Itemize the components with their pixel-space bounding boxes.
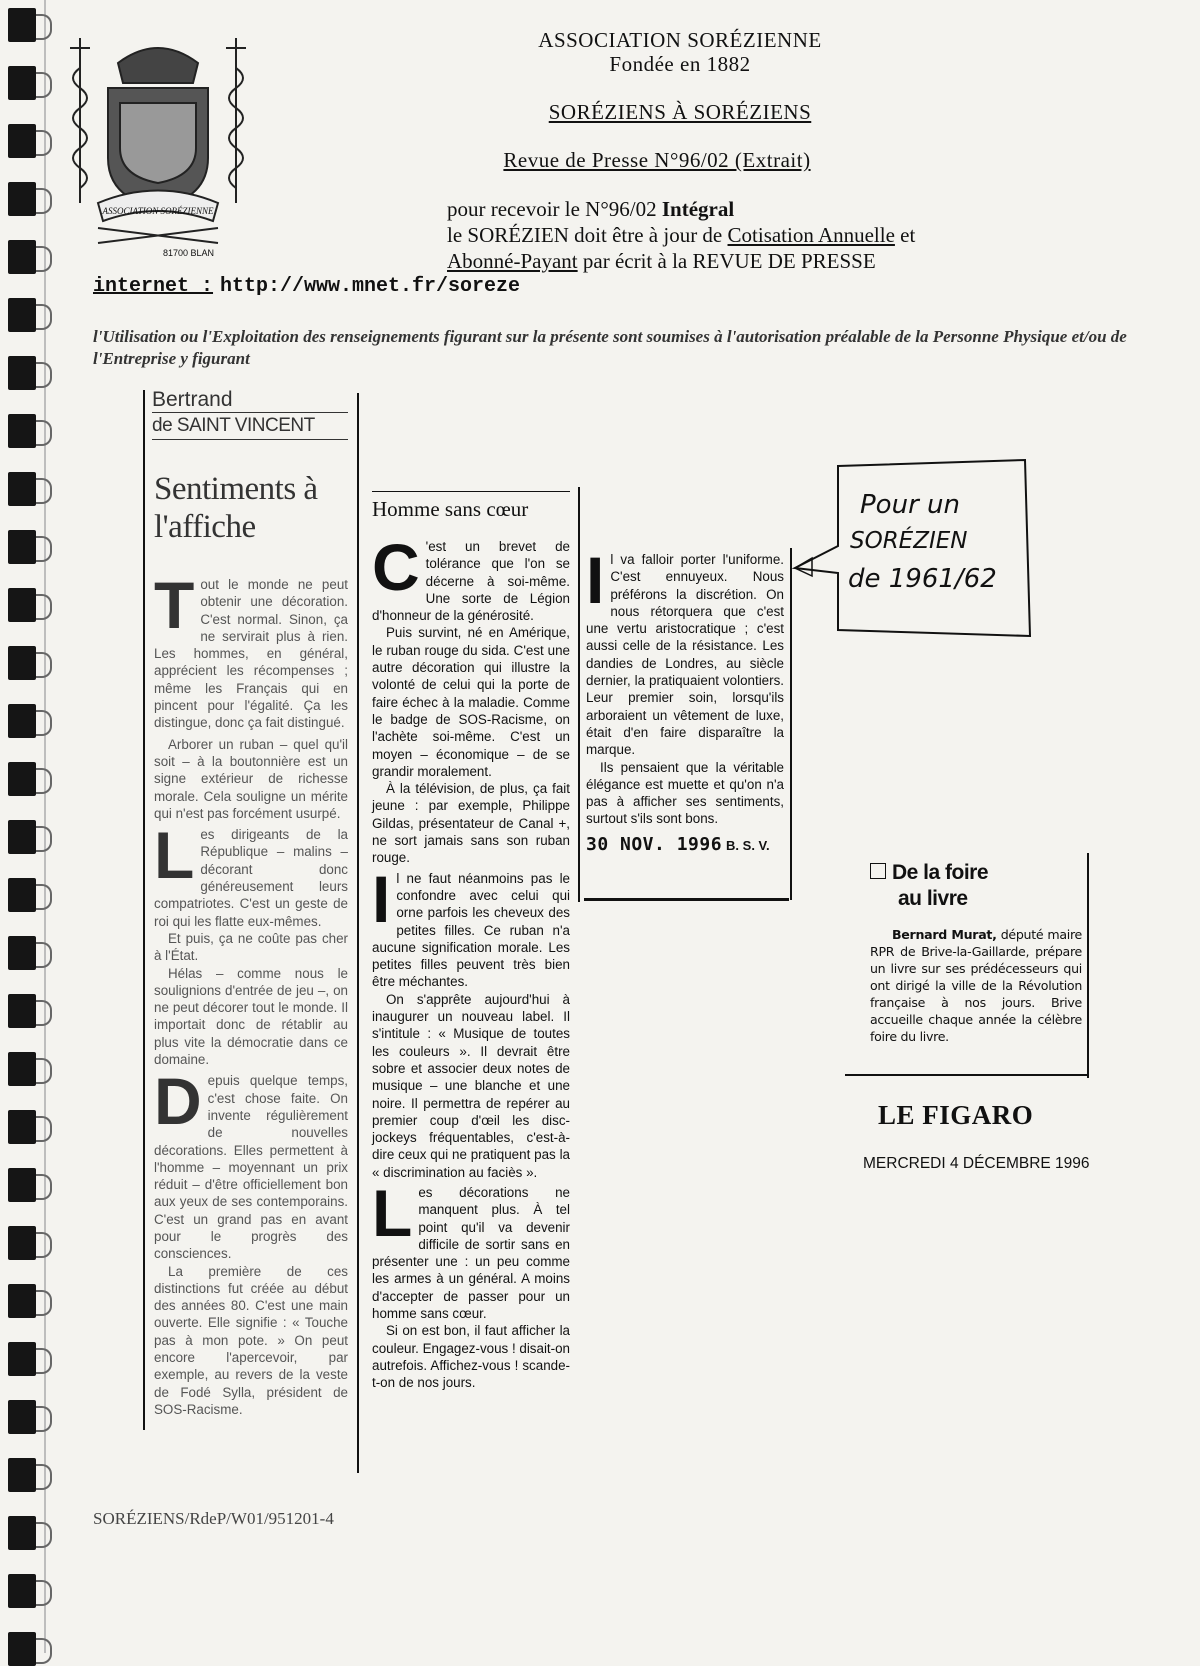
column-rule — [143, 390, 145, 1430]
binding-ring — [8, 1284, 36, 1318]
logo-postcode: 81700 BLAN — [163, 248, 215, 258]
newspaper-name: LE FIGARO — [878, 1100, 1034, 1130]
col2-paragraph: Si on est bon, il faut afficher la couleur. Engagez-vous ! disait-on autrefois. Affichez-vous ! scande-t-on de nos jours. — [372, 1323, 571, 1391]
column-bottom-rule — [584, 898, 789, 901]
request-text: par écrit à la REVUE DE PRESSE — [582, 249, 876, 273]
full-issue-line-2 — [447, 222, 1007, 248]
brief-text — [870, 926, 1082, 1045]
disclaimer: l'Utilisation ou l'Exploitation des renseignements figurant sur la présente sont soumises à l'autorisation préalable de la Personne Physique et/ou de l'Entreprise y figurant — [93, 327, 1127, 368]
brief-body: député maire RPR de Brive-la-Gaillarde, prépare un livre sur ses prédécesseurs qui ont dirigé la ville de la Révolution française à nos jours. Brive accueille chaque année la célèbre foire du livre. — [870, 927, 1082, 1044]
col2-paragraph: On s'apprête aujourd'hui à inaugurer un nouveau label. Il s'intitule : « Musique de toutes les couleurs ». Il devrait être sobre et associer deux notes de musique – une blanche et une noire. Il permettra de repérer au premier coup d'œil les disc-jockeys fréquentables, c'est-à-dire ceux qui ne pratiquent pas la « discrimination au faciès ». — [372, 991, 570, 1180]
col1-paragraph: Arborer un ruban – quel qu'il soit – à la boutonnière est un signe extérieur de richesse morale. Cela souligne un mérite qui n'est pas forcément usurpé. — [154, 736, 348, 821]
binding-ring — [8, 1516, 36, 1550]
motto: SORÉZIENS À SORÉZIENS — [548, 100, 812, 124]
author-last-name: de SAINT VINCENT — [152, 413, 348, 440]
binding-ring — [8, 820, 36, 854]
binding-ring — [8, 1226, 36, 1260]
binding-ring — [8, 1458, 36, 1492]
column-rule — [578, 487, 580, 902]
brief-bottom-rule — [845, 1074, 1089, 1076]
article-title — [154, 470, 344, 546]
binding-ring — [8, 472, 36, 506]
binding-ring — [8, 646, 36, 680]
author-first-name: Bertrand — [152, 388, 348, 413]
dropcap-l2: L — [372, 1175, 413, 1250]
association-name: ASSOCIATION SORÉZIENNE — [538, 28, 822, 52]
article-title-text: Sentiments à l'affiche — [154, 471, 318, 545]
col3-paragraph: l va falloir porter l'uniforme. C'est ennuyeux. Nous préférons la discrétion. On nous rétorquera que c'est une vertu aristocratique ; c'est aussi celle de la résistance. Les dandies de Londres, au siècle dernier, la pratiquaient volontiers. Leur premier soin, lorsqu'ils arboraient un vêtement de luxe, était d'en faire disparaître la marque. — [586, 552, 784, 758]
brief-title-1: De la foire — [892, 861, 989, 884]
publication-date: MERCREDI 4 DÉCEMBRE 1996 — [863, 1155, 1090, 1172]
checkbox-icon — [870, 863, 886, 879]
dropcap-i2: I — [586, 543, 605, 617]
article-column-1 — [154, 568, 348, 1418]
col2-paragraph: À la télévision, de plus, ça fait jeune : par exemple, Philippe Gildas, présentateur de Canal +, ne sort jamais sans son ruban rouge. — [372, 781, 570, 866]
column-rule — [357, 393, 359, 1473]
col3-paragraph: Ils pensaient que la véritable élégance est muette et qu'on n'a pas à afficher ses sentiments, surtout s'ils sont bons. — [586, 759, 784, 827]
date-stamp: 30 NOV. 1996 — [586, 833, 723, 855]
binding-ring — [8, 1052, 36, 1086]
brief-title-2: au livre — [898, 887, 968, 910]
binding-ring — [8, 356, 36, 390]
membership-text: le SORÉZIEN doit être à jour de — [447, 223, 723, 247]
col2-paragraph: l ne faut néanmoins pas le confondre avec celui qui orne parfois les cheveux des petites filles. Ce ruban n'a aucune signification morale. Les petites filles peuvent très bien être méchantes. — [372, 870, 570, 990]
subtitle-homme-sans-coeur: Homme sans cœur — [372, 491, 570, 522]
binding-ring — [8, 762, 36, 796]
col1-paragraph: es dirigeants de la République – malins – décorant donc généreusement leurs compatriotes. C'est un geste de roi qui les flatte eux-mêmes. — [154, 827, 348, 929]
binding-ring — [8, 66, 36, 100]
binding-ring — [8, 182, 36, 216]
binding-ring — [8, 240, 36, 274]
dropcap-l: L — [154, 818, 195, 893]
date-stamp-row — [586, 834, 784, 855]
logo-banner: ASSOCIATION SORÉZIENNE — [102, 206, 214, 216]
dropcap-c: C — [372, 530, 420, 604]
binding-ring — [8, 1632, 36, 1666]
binding-ring — [8, 588, 36, 622]
binding-ring — [8, 1110, 36, 1144]
review-title: Revue de Presse N°96/02 (Extrait) — [503, 148, 811, 172]
article-column-3 — [586, 543, 784, 855]
brief-name: Bernard Murat, — [892, 927, 997, 942]
full-issue-line-1 — [447, 196, 1047, 222]
brief-box — [870, 860, 1082, 1045]
handnote-line-2: SORÉZIEN — [850, 528, 968, 554]
binding-ring — [8, 704, 36, 738]
col1-paragraph: Hélas – comme nous le soulignions d'entrée de jeu –, on ne peut décorer tout le monde. Il importait donc de rétablir au plus vite la démocratie dans ce domaine. — [154, 965, 348, 1068]
col2-paragraph: 'est un brevet de tolérance que l'on se décerne à soi-même. Une sorte de Légion d'honneur de la générosité. — [372, 539, 570, 624]
and-text: et — [900, 223, 916, 247]
full-issue-line-3 — [447, 248, 1007, 274]
paid-subscriber: Abonné-Payant — [447, 249, 578, 273]
binding-ring — [8, 1342, 36, 1376]
annual-fee: Cotisation Annuelle — [727, 223, 895, 247]
binding-ring — [8, 298, 36, 332]
binding-ring — [8, 994, 36, 1028]
dropcap-t: T — [154, 568, 195, 642]
brief-rule — [1087, 853, 1089, 1078]
dropcap-i: I — [372, 861, 391, 936]
binding-ring — [8, 124, 36, 158]
binding-ring — [8, 1574, 36, 1608]
binding-ring — [8, 530, 36, 564]
handnote-line-1: Pour un — [860, 490, 960, 520]
col2-paragraph: Puis survint, né en Amérique, le ruban rouge du sida. C'est une autre décoration qui illustre la volonté de celui qui la porte de faire échec à la maladie. Comme le badge de SOS-Racisme, on l'achète soi-même. C'est un moyen – économique – de se grandir moralement. — [372, 625, 570, 779]
handnote-line-3: de 1961/62 — [848, 564, 997, 594]
author-block — [152, 388, 348, 440]
binding-ring — [8, 878, 36, 912]
binding-ring — [8, 1400, 36, 1434]
coat-of-arms-icon — [58, 28, 258, 258]
footer-reference: SORÉZIENS/RdeP/W01/951201-4 — [93, 1509, 334, 1528]
dropcap-d: D — [154, 1064, 202, 1139]
col2-paragraph: es décorations ne manquent plus. À tel point qu'il va devenir difficile de sortir sans en présenter une : un peu comme les armes à un général. A moins d'accepter de passer pour un homme sans cœur. — [372, 1184, 570, 1322]
full-issue-bold: Intégral — [661, 197, 735, 221]
binding-ring — [8, 1168, 36, 1202]
internet-url-link[interactable]: http://www.mnet.fr/soreze — [220, 275, 521, 298]
founded-line: Fondée en 1882 — [609, 52, 751, 76]
col1-paragraph: La première de ces distinctions fut créée au début des années 80. C'est une main ouverte. Elle signifie : « Touche pas à mon pote. » On peut encore l'apercevoir, par exemple, au revers de la veste de Fodé Sylla, président de SOS-Racisme. — [154, 1263, 348, 1417]
spiral-binding — [0, 0, 60, 1653]
article-column-2 — [372, 491, 570, 1392]
author-initials: B. S. V. — [726, 837, 770, 853]
association-logo — [58, 28, 258, 258]
binding-ring — [8, 8, 36, 42]
binding-ring — [8, 414, 36, 448]
binding-ring — [8, 936, 36, 970]
col1-paragraph: out le monde ne peut obtenir une décoration. C'est normal. Sinon, ça ne servirait plus à rien. Les hommes, en général, apprécient les récompenses ; même les Français qui en pincent pour l'égalité. Ça les distingue, donc ça fait distingué. — [154, 577, 348, 731]
col1-paragraph: Et puis, ça ne coûte pas cher à l'État. — [154, 930, 348, 964]
col1-paragraph: epuis quelque temps, c'est chose faite. On invente régulièrement de nouvelles décorations. Elles permettent à l'homme – moyennant un prix réduit – d'être officiellement bon aux yeux de ses contemporains. C'est un grand pas en avant pour le progrès des consciences. — [154, 1073, 348, 1262]
internet-label: internet : — [93, 275, 214, 298]
full-issue-text: pour recevoir le N°96/02 — [447, 197, 657, 221]
